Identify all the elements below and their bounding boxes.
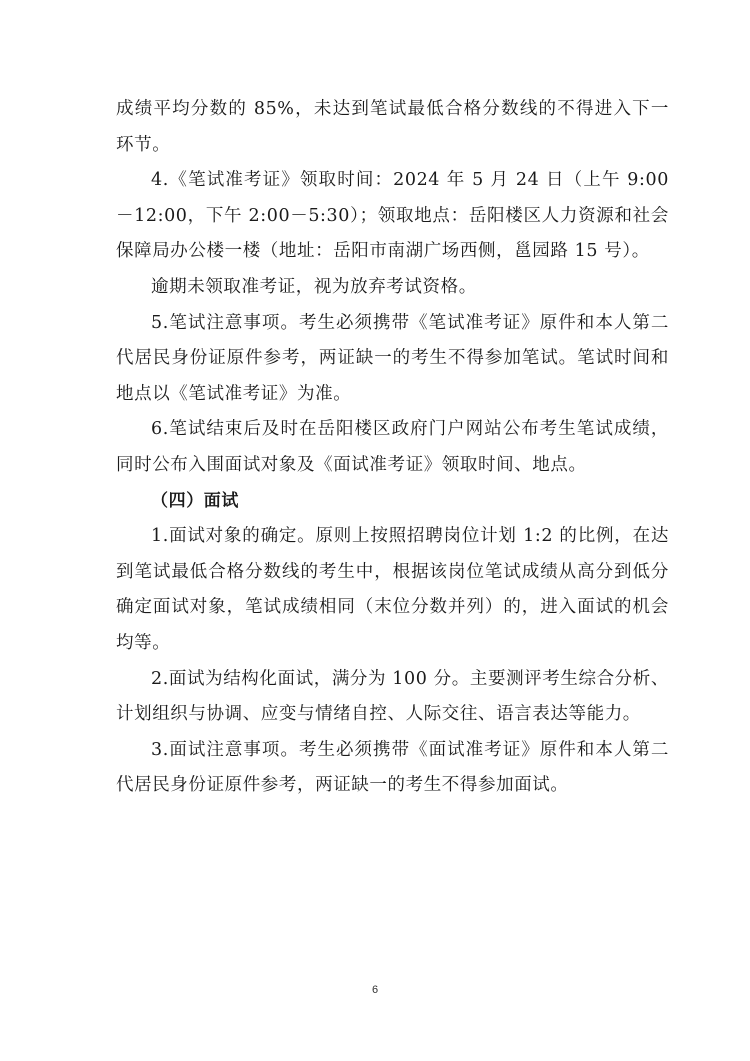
paragraph-overdue-notice: 逾期未领取准考证，视为放弃考试资格。	[151, 276, 477, 297]
page-number: 6	[371, 984, 379, 996]
section-heading-interview: （四）面试	[151, 490, 239, 511]
paragraph-continuation: 成绩平均分数的 85%，未达到笔试最低合格分数线的不得进入下一环节。	[116, 99, 669, 155]
document-body	[116, 92, 669, 804]
paragraph-written-exam-notes: 5.笔试注意事项。考生必须携带《笔试准考证》原件和本人第二代居民身份证原件参考，两证缺一的考生不得参加笔试。笔试时间和地点以《笔试准考证》为准。	[116, 312, 669, 404]
paragraph-interview-format: 2.面试为结构化面试，满分为 100 分。主要测评考生综合分析、计划组织与协调、应变与情绪自控、人际交往、语言表达等能力。	[116, 668, 669, 725]
paragraph-written-exam-results: 6.笔试结束后及时在岳阳楼区政府门户网站公布考生笔试成绩，同时公布入围面试对象及《面试准考证》领取时间、地点。	[116, 419, 669, 475]
paragraph-interview-notes: 3.面试注意事项。考生必须携带《面试准考证》原件和本人第二代居民身份证原件参考，两证缺一的考生不得参加面试。	[116, 739, 669, 796]
paragraph-interview-candidates: 1.面试对象的确定。原则上按照招聘岗位计划 1:2 的比例，在达到笔试最低合格分数线的考生中，根据该岗位笔试成绩从高分到低分确定面试对象，笔试成绩相同（末位分数并列）的，进入面试的机会均等。	[116, 526, 669, 653]
paragraph-exam-ticket-collection: 4.《笔试准考证》领取时间：2024 年 5 月 24 日（上午 9:00－12:00，下午 2:00－5:30）；领取地点：岳阳楼区人力资源和社会保障局办公楼一楼（地址：岳阳市南湖广场西侧，邕园路 15 号）。	[116, 170, 669, 262]
